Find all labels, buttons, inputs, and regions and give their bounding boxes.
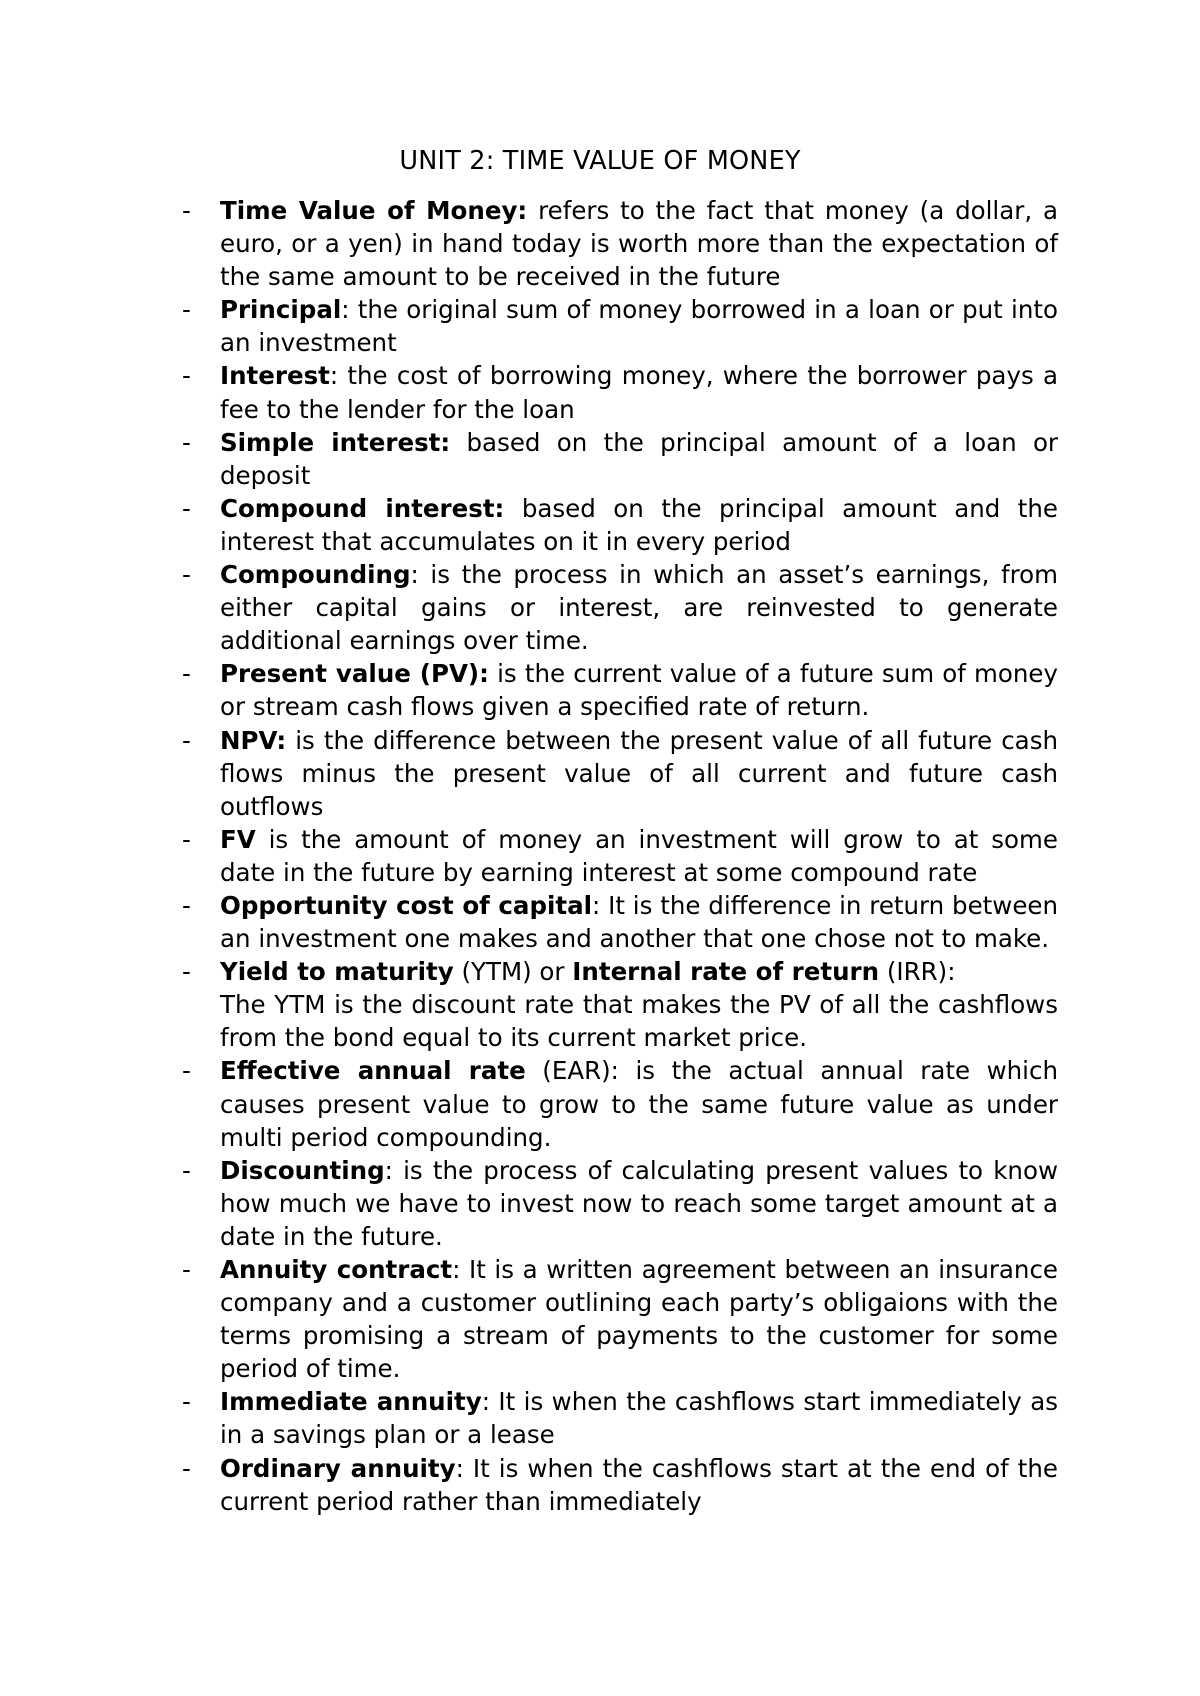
bullet-dash: - <box>182 890 191 920</box>
definition-list <box>182 194 1058 1518</box>
definition-item <box>182 359 1058 425</box>
bullet-dash: - <box>182 1387 191 1417</box>
term-label: Opportunity cost of capital <box>220 890 593 920</box>
term-label: Effective annual rate <box>220 1056 526 1086</box>
definition-item <box>182 194 1058 293</box>
term-label: Present value (PV): <box>220 659 489 689</box>
definition-text: (EAR): is the actual annual rate which causes present value to grow to the same future value as under multi period compounding. <box>220 1056 1058 1152</box>
bullet-dash: - <box>182 659 191 689</box>
definition-item <box>182 1154 1058 1253</box>
definition-text: based on the principal amount and the interest that accumulates on it in every period <box>220 493 1058 556</box>
bullet-dash: - <box>182 1453 191 1483</box>
definition-text: (YTM) or <box>453 957 573 987</box>
bullet-dash: - <box>182 295 191 325</box>
term-label: Compound interest: <box>220 493 505 523</box>
definition-text: : is the process in which an asset’s earnings, from either capital gains or interest, are reinvested to generate additional earnings over time. <box>220 560 1058 656</box>
term-label: Immediate annuity <box>220 1387 482 1417</box>
bullet-dash: - <box>182 725 191 755</box>
definition-continuation: The YTM is the discount rate that makes the PV of all the cashflows from the bond equal to its current market price. <box>220 990 1058 1053</box>
definition-item <box>182 1452 1058 1518</box>
definition-text: is the current value of a future sum of money or stream cash flows given a specified rate of return. <box>220 659 1058 722</box>
definition-item <box>182 657 1058 723</box>
definition-text: : It is the difference in return between an investment one makes and another that one chose not to make. <box>220 890 1058 954</box>
bullet-dash: - <box>182 1155 191 1185</box>
bullet-dash: - <box>182 824 191 854</box>
definition-item <box>182 889 1058 955</box>
term-label: Ordinary annuity <box>220 1453 456 1483</box>
definition-item <box>182 1253 1058 1385</box>
definition-text: (IRR): <box>879 957 956 987</box>
bullet-dash: - <box>182 957 191 987</box>
definition-text: is the amount of money an investment will grow to at some date in the future by earning interest at some compound rate <box>220 824 1058 887</box>
term-label: Annuity contract <box>220 1255 453 1284</box>
definition-item <box>182 724 1058 823</box>
definition-item <box>182 426 1058 492</box>
definition-text: : is the process of calculating present values to know how much we have to invest now to reach some target amount at a date in the future. <box>220 1155 1058 1251</box>
page-title: UNIT 2: TIME VALUE OF MONEY <box>399 146 801 176</box>
term-label: Principal <box>220 295 342 325</box>
definition-text: : the original sum of money borrowed in a loan or put into an investment <box>220 295 1058 358</box>
definition-item <box>182 1385 1058 1451</box>
bullet-dash: - <box>182 560 191 590</box>
definition-text: : the cost of borrowing money, where the borrower pays a fee to the lender for the loan <box>220 361 1058 424</box>
bullet-dash: - <box>182 493 191 523</box>
term-label: Compounding <box>220 560 411 590</box>
definition-text: : It is when the cashflows start immediately as in a savings plan or a lease <box>220 1387 1058 1450</box>
definition-item <box>182 1054 1058 1153</box>
bullet-dash: - <box>182 196 191 225</box>
term-label: NPV: <box>220 725 287 755</box>
term-label: Internal rate of return <box>572 957 880 987</box>
bullet-dash: - <box>182 1255 191 1284</box>
definition-item <box>182 492 1058 558</box>
definition-text: based on the principal amount of a loan or deposit <box>220 427 1059 490</box>
bullet-dash: - <box>182 361 191 391</box>
term-label: Yield to maturity <box>220 957 454 987</box>
term-label: Simple interest: <box>220 427 451 457</box>
definition-text: refers to the fact that money (a dollar, a euro, or a yen) in hand today is worth more than the expectation of the same amount to be received in the future <box>220 196 1058 292</box>
definition-item <box>182 558 1058 657</box>
term-label: Time Value of Money: <box>220 196 528 225</box>
definition-item <box>182 293 1058 359</box>
term-label: Discounting <box>220 1155 385 1185</box>
term-label: FV <box>220 824 256 854</box>
definition-text: : It is when the cashflows start at the end of the current period rather than immediately <box>220 1453 1059 1516</box>
bullet-dash: - <box>182 1056 191 1086</box>
definition-item <box>182 955 1058 1054</box>
definition-text: : It is a written agreement between an insurance company and a customer outlining each party’s obligaions with the terms promising a stream of payments to the customer for some period of time. <box>220 1255 1058 1384</box>
term-label: Interest <box>220 361 330 391</box>
definition-text: is the difference between the present value of all future cash flows minus the present value of all current and future cash outflows <box>220 725 1058 821</box>
bullet-dash: - <box>182 427 191 457</box>
definition-item <box>182 823 1058 889</box>
